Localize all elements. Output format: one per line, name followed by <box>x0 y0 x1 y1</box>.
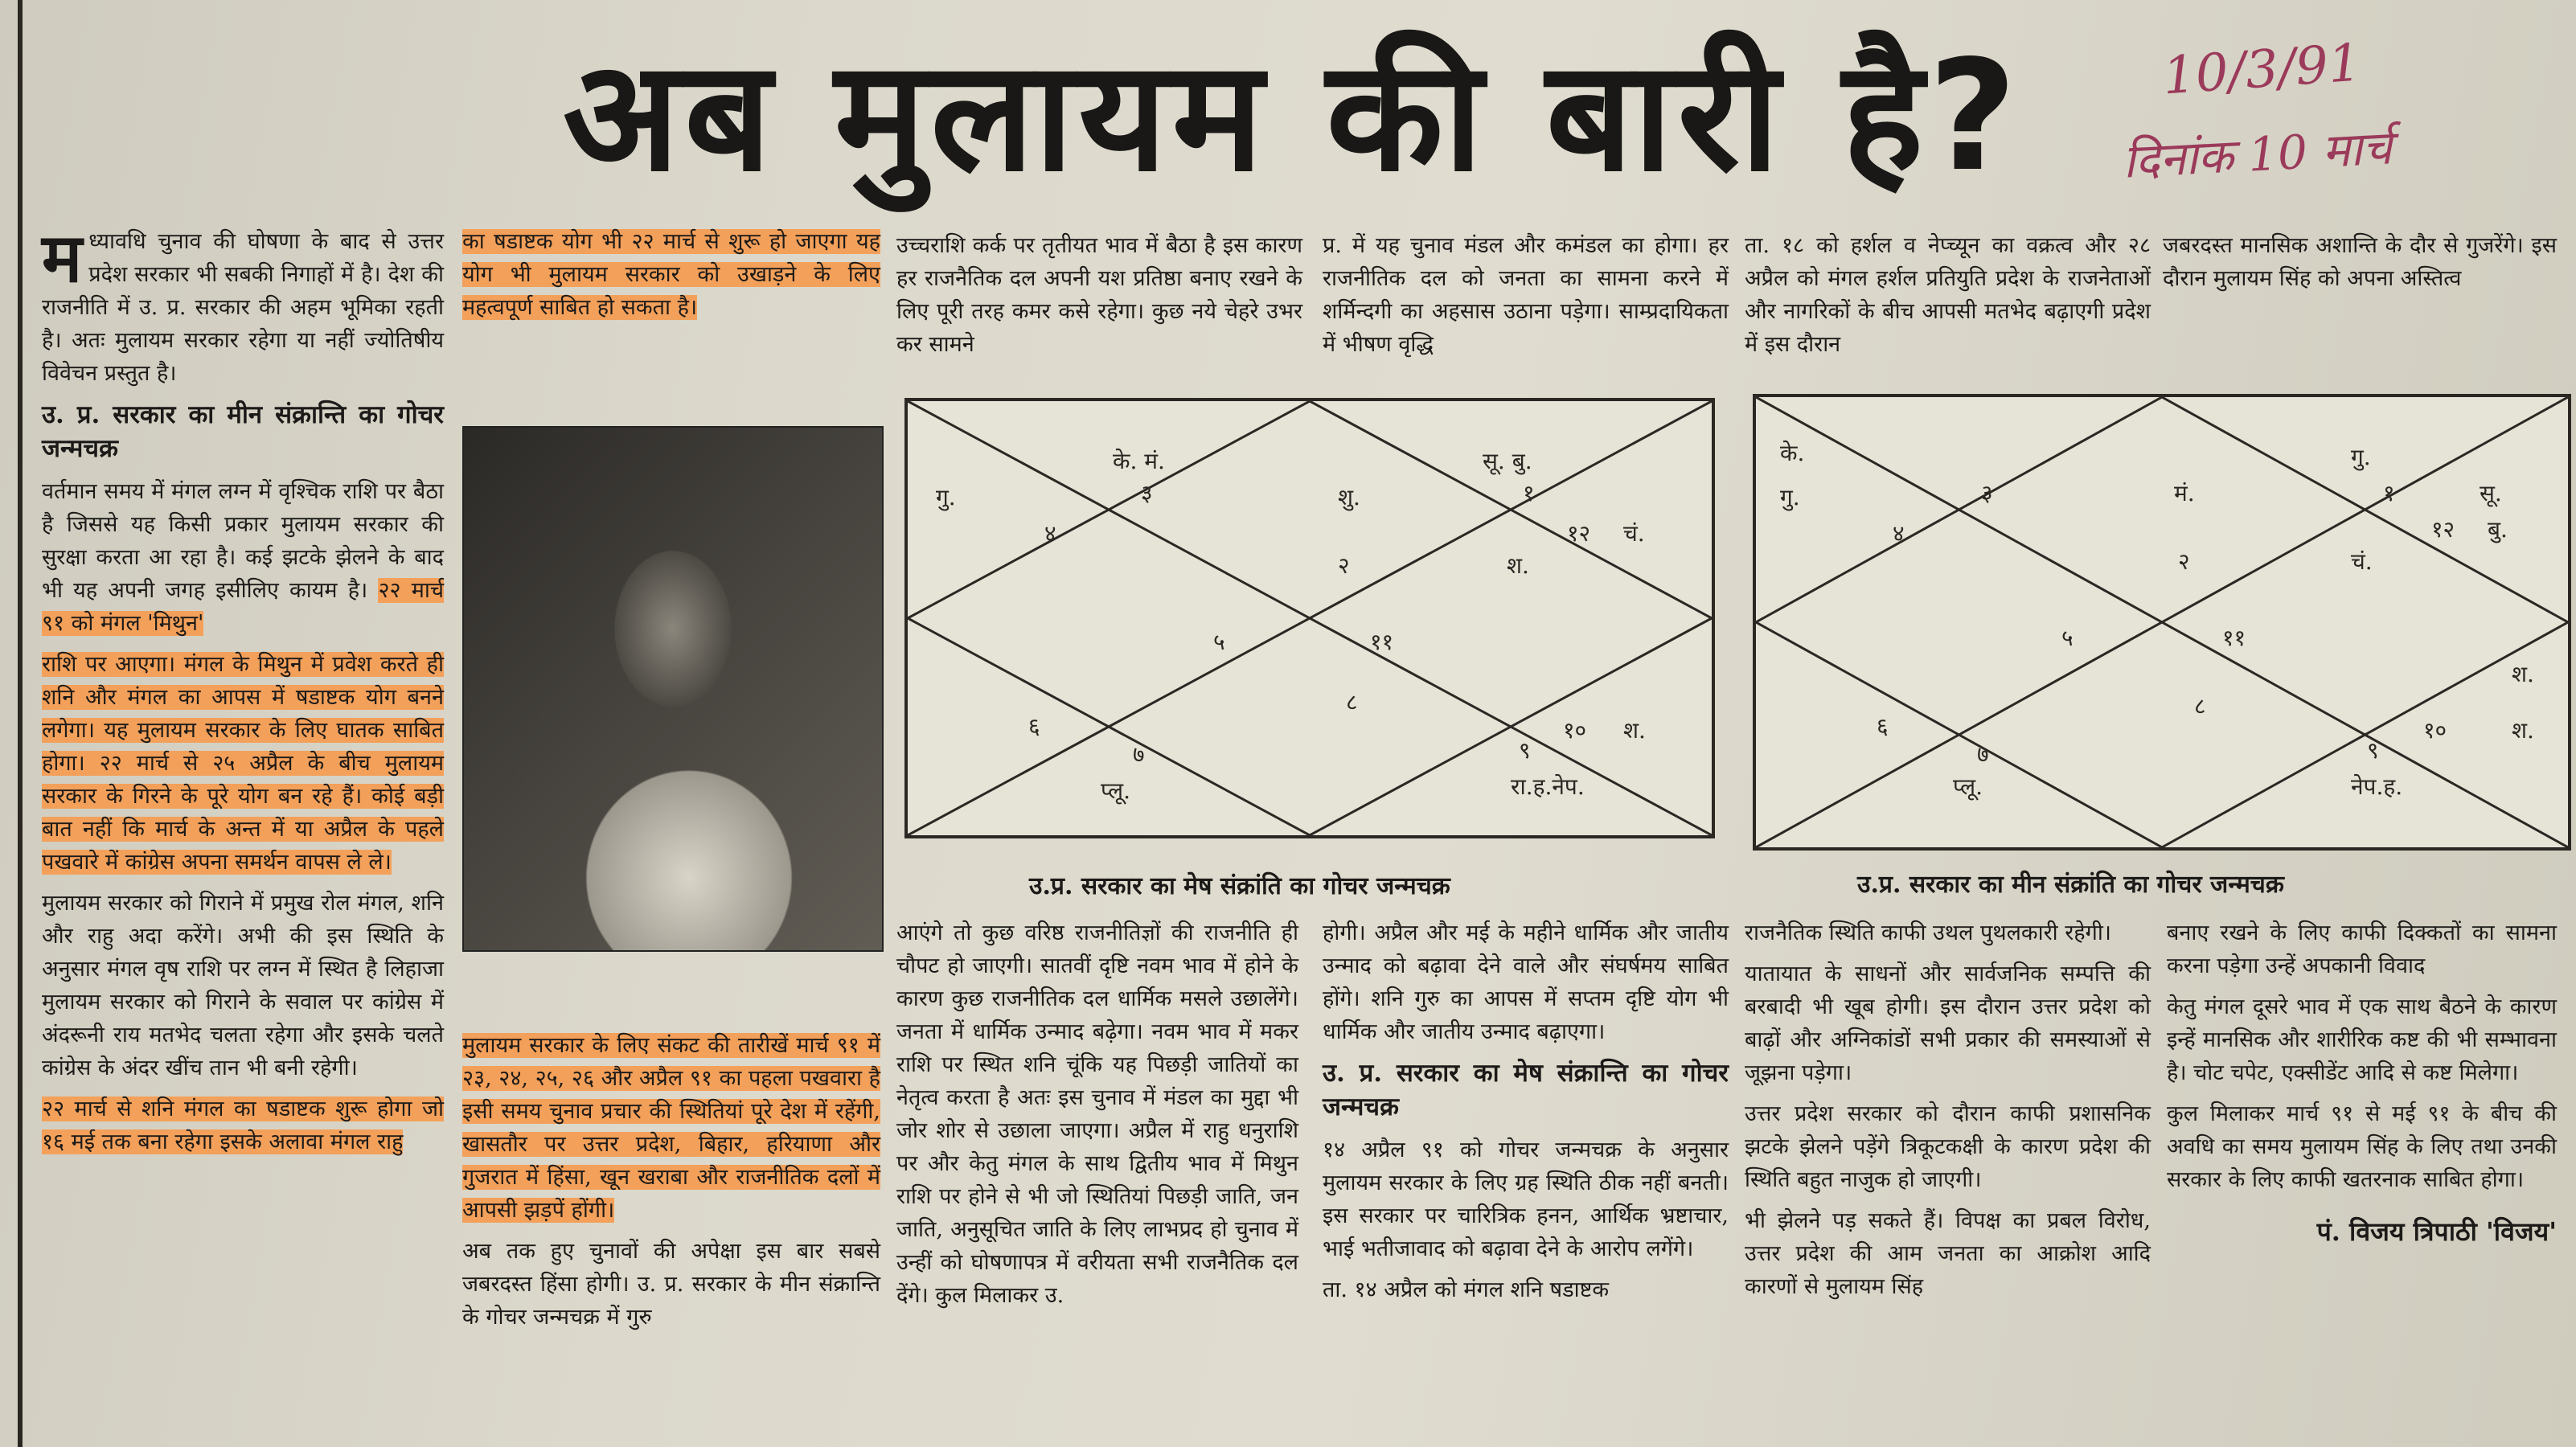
article-column-6 <box>2167 916 2557 1256</box>
chart-label: रा.ह.नेप. <box>1511 773 1585 800</box>
chart-label: चं. <box>2351 548 2373 575</box>
chart-label: ३ <box>1981 480 1993 506</box>
chart-label: गु. <box>1780 484 1800 510</box>
horoscope-chart-meen <box>1753 394 2571 851</box>
headline: अब मुलायम की बारी है? <box>563 27 2022 205</box>
chart-label: १२ <box>2431 516 2455 543</box>
chart-label: के. मं. <box>1113 448 1165 474</box>
handwritten-note: दिनांक 10 मार्च <box>2121 120 2393 189</box>
chart-label: बु. <box>2488 516 2508 543</box>
chart-label: चं. <box>1623 520 1645 547</box>
chart-label: ७ <box>1133 741 1145 768</box>
chart-label: १ <box>2383 480 2395 506</box>
chart-label: ८ <box>1346 689 1358 715</box>
article-column-5 <box>1745 916 2151 1311</box>
chart-label: प्लू. <box>1101 777 1131 804</box>
paragraph: बनाए रखने के लिए काफी दिक्कतों का सामना करना पड़ेगा उन्हें अपकानी विवाद <box>2167 920 2557 978</box>
chart-label: गु. <box>2351 444 2371 470</box>
portrait-photo <box>462 426 884 952</box>
paragraph: उत्तर प्रदेश सरकार को दौरान काफी प्रशासनिक झटके झेलने पड़ेंगे त्रिकूटकक्षी के कारण प्रदेश की स्थिति बहुत नाजुक हो जाएगी। <box>1745 1101 2151 1192</box>
chart-label: ४ <box>1893 520 1905 547</box>
article-column-2 <box>462 225 880 332</box>
horoscope-chart-mesh <box>904 398 1715 838</box>
paragraph: राजनैतिक स्थिति काफी उथल पुथलकारी रहेगी। <box>1745 920 2112 945</box>
chart-label: ६ <box>1028 713 1040 740</box>
chart-label: ५ <box>2061 625 2074 651</box>
chart-label: ४ <box>1044 520 1056 547</box>
chart-label: ९ <box>1519 737 1531 764</box>
paragraph: १४ अप्रैल ९१ को गोचर जन्मचक्र के अनुसार मुलायम सरकार के लिए ग्रह स्थिति ठीक नहीं बनती। इस सरकार पर चारित्रिक हनन, आर्थिक भ्रष्टाचार, भाई भतीजावाद को बढ़ावा देने के आरोप लगेंगे। <box>1323 1138 1729 1261</box>
chart-label: शु. <box>1338 484 1360 510</box>
chart-label: श. <box>2512 661 2534 687</box>
strip-column-4: प्र. में यह चुनाव मंडल और कमंडल का होगा। हर राजनीतिक दल को जनता का सामना करने में शर्मिन्दगी का अहसास उठाना पड़ेगा। साम्प्रदायिकता में भीषण वृद्धि <box>1323 233 1729 357</box>
byline: पं. विजय त्रिपाठी 'विजय' <box>2316 1216 2557 1247</box>
chart-label: १० <box>2423 717 2447 744</box>
chart-label: श. <box>1507 552 1529 579</box>
paragraph: मुलायम सरकार को गिराने में प्रमुख रोल मंगल, शनि और राहु अदा करेंगे। अभी की इस स्थिति के अनुसार मंगल वृष राशि पर लग्न में स्थित है लिहाजा मुलायम सरकार को गिराने के सवाल पर कांग्रेस में अंदरूनी राय मतभेद चलता रहेगा और इसके चलते कांग्रेस के अंदर खींच तान भी बनी रहेगी। <box>42 891 444 1080</box>
highlighted-text: राशि पर आएगा। मंगल के मिथुन में प्रवेश करते ही शनि और मंगल का आपस में षडाष्टक योग बनने लगेगा। यह मुलायम सरकार के लिए घातक साबित होगा। २२ मार्च से २५ अप्रैल के बीच मुलायम सरकार के गिरने के पूरे योग बन रहे हैं। कोई बड़ी बात नहीं कि मार्च के अन्त में या अप्रैल के पहले पखवारे में कांग्रेस अपना समर्थन वापस ले ले। <box>42 652 444 875</box>
chart-label: ११ <box>2222 625 2246 651</box>
chart-label: ७ <box>1977 741 1989 768</box>
section-heading: उ. प्र. सरकार का मेष संक्रान्ति का गोचर जन्मचक्र <box>1323 1059 1729 1121</box>
paragraph: कुल मिलाकर मार्च ९१ से मई ९१ के बीच की अवधि का समय मुलायम सिंह के लिए तथा उनकी सरकार के लिए काफी खतरनाक साबित होगा। <box>2167 1101 2557 1192</box>
highlighted-text: का षडाष्टक योग भी २२ मार्च से शुरू हो जाएगा यह योग भी मुलायम सरकार को उखाड़ने के लिए महत्वपूर्ण साबित हो सकता है। <box>462 229 880 320</box>
paragraph <box>42 648 444 879</box>
chart-label: मं. <box>2174 480 2195 506</box>
intro-paragraph: मध्यावधि चुनाव की घोषणा के बाद से उत्तर प्रदेश सरकार भी सबकी निगाहों में है। देश की राजनीति में उ. प्र. सरकार की अहम भूमिका रहती है। अतः मुलायम सरकार रहेगा या नहीं ज्योतिषीय विवेचन प्रस्तुत है। <box>42 218 444 386</box>
paragraph <box>42 1092 444 1158</box>
drop-cap: म <box>42 218 83 297</box>
chart-label: नेप.ह. <box>2351 773 2403 800</box>
chart-lines <box>908 401 1712 835</box>
chart-label: २ <box>1338 552 1350 579</box>
chart-label: ११ <box>1370 629 1394 655</box>
article-column-1 <box>42 218 444 1166</box>
paragraph: यातायात के साधनों और सार्वजनिक सम्पत्ति की बरबादी भी खूब होगी। इस दौरान उत्तर प्रदेश को बाढ़ों और अग्निकांडों सभी प्रकार की समस्याओं से जूझना पड़ेगा। <box>1745 961 2151 1085</box>
chart-label: १२ <box>1567 520 1591 547</box>
paragraph: भी झेलने पड़ सकते हैं। विपक्ष का प्रबल विरोध, उत्तर प्रदेश की आम जनता का आक्रोश आदि कारणों से मुलायम सिंह <box>1745 1208 2151 1299</box>
highlighted-text: २२ मार्च से शनि मंगल का षडाष्टक शुरू होगा जो १६ मई तक बना रहेगा इसके अलावा मंगल राहु <box>42 1097 444 1154</box>
chart-label: श. <box>1623 717 1646 744</box>
strip-column-6: जबरदस्त मानसिक अशान्ति के दौर से गुजरेंगे। इस दौरान मुलायम सिंह को अपना अस्तित्व <box>2163 233 2557 291</box>
chart-label: ६ <box>1877 713 1889 740</box>
chart-caption: उ.प्र. सरकार का मेष संक्रांति का गोचर जन्मचक्र <box>1029 872 1450 900</box>
chart-label: के. <box>1780 440 1805 466</box>
paragraph: अब तक हुए चुनावों की अपेक्षा इस बार सबसे जबरदस्त हिंसा होगी। उ. प्र. सरकार के मीन संक्रान्ति के गोचर जन्मचक्र में गुरु <box>462 1239 880 1330</box>
paragraph: होगी। अप्रैल और मई के महीने धार्मिक और जातीय उन्माद को बढ़ावा देने वाले और संघर्षमय साबित होंगे। शनि गुरु का आपस में सप्तम दृष्टि योग भी धार्मिक और जातीय उन्माद बढ़ाएगा। <box>1323 920 1729 1044</box>
chart-caption: उ.प्र. सरकार का मीन संक्रांति का गोचर जन्मचक्र <box>1857 871 2284 899</box>
chart-label: १० <box>1563 717 1587 744</box>
chart-label: सू. बु. <box>1483 448 1532 474</box>
chart-label: १ <box>1523 480 1535 506</box>
handwritten-date: 10/3/91 <box>2160 33 2363 107</box>
article-column-3 <box>896 916 1298 1320</box>
highlighted-text: २२ मार्च ९१ को मंगल 'मिथुन' <box>42 578 444 636</box>
chart-label: गु. <box>936 484 956 510</box>
chart-label: ३ <box>1141 480 1153 506</box>
strip-column-3: उच्चराशि कर्क पर तृतीयत भाव में बैठा है इस कारण हर राजनैतिक दल अपनी यश प्रतिष्ठा बनाए रखने के लिए पूरी तरह कमर कसे रहेगा। कुछ नये चेहरे उभर कर सामने <box>896 233 1302 357</box>
article-column-4 <box>1323 916 1729 1314</box>
chart-label: ५ <box>1213 629 1225 655</box>
chart-label: ९ <box>2367 737 2379 764</box>
chart-label: श. <box>2512 717 2534 744</box>
paragraph: आएंगे तो कुछ वरिष्ठ राजनीतिज्ञों की राजनीति ही चौपट हो जाएगी। सातवीं दृष्टि नवम भाव में होने के कारण कुछ राजनीतिक दल धार्मिक मसले उछालेंगे। जनता में धार्मिक उन्माद बढ़ेगा। नवम भाव में मकर राशि पर स्थित शनि चूंकि यह पिछड़ी जातियों का नेतृत्व करता है अतः इस चुनाव में मंडल का मुद्दा भी जोर शोर से उछाला जाएगा। अप्रैल में राहु धनुराशि पर और केतु मंगल के साथ द्वितीय भाव में मिथुन राशि पर होने से भी जो स्थितियां पिछड़ी जाति, जन जाति, अनुसूचित जाति के लिए लाभप्रद हो चुनाव में उन्हीं को घोषणापत्र में वरीयता सभी राजनैतिक दल देंगे। कुल मिलाकर उ. <box>896 920 1298 1308</box>
paragraph <box>462 225 880 324</box>
chart-label: सू. <box>2480 480 2502 506</box>
section-heading: उ. प्र. सरकार का मीन संक्रान्ति का गोचर जन्मचक्र <box>42 400 444 463</box>
paragraph: ता. १४ अप्रैल को मंगल शनि षडाष्टक <box>1323 1277 1610 1302</box>
strip-column-5: ता. १८ को हर्शल व नेप्च्यून का वक्रत्व और २८ अप्रैल को मंगल हर्शल प्रतियुति प्रदेश के राजनेताओं और नागरिकों के बीच आपसी मतभेद बढ़ाएगी प्रदेश में इस दौरान <box>1745 233 2151 357</box>
chart-lines <box>1756 397 2568 847</box>
paragraph: केतु मंगल दूसरे भाव में एक साथ बैठने के कारण इन्हें मानसिक और शारीरिक कष्ट की भी सम्भावना है। चोट चपेट, एक्सीडेंट आदि से कष्ट मिलेगा। <box>2167 994 2557 1085</box>
article-column-2-lower <box>462 1029 880 1342</box>
chart-label: २ <box>2178 548 2190 575</box>
paragraph: वर्तमान समय में मंगल लग्न में वृश्चिक राशि पर बैठा है जिससे यह किसी प्रकार मुलायम सरकार की सुरक्षा करता आ रहा है। कई झटके झेलने के बाद भी यह अपनी जगह इसीलिए कायम है। २२ मार्च ९१ को मंगल 'मिथुन' <box>42 479 444 636</box>
paragraph <box>462 1029 880 1227</box>
chart-label: प्लू. <box>1953 773 1983 800</box>
chart-label: ८ <box>2194 693 2206 719</box>
highlighted-text: मुलायम सरकार के लिए संकट की तारीखें मार्च ९१ में २३, २४, २५, २६ और अप्रैल ९१ का पहला पखवारा है इसी समय चुनाव प्रचार की स्थितियां पूरे देश में रहेंगी, खासतौर पर उत्तर प्रदेश, बिहार, हरियाणा और गुजरात में हिंसा, खून खराबा और राजनीतिक दलों में आपसी झड़पें होंगी। <box>462 1033 880 1223</box>
column-rule <box>18 0 23 1447</box>
